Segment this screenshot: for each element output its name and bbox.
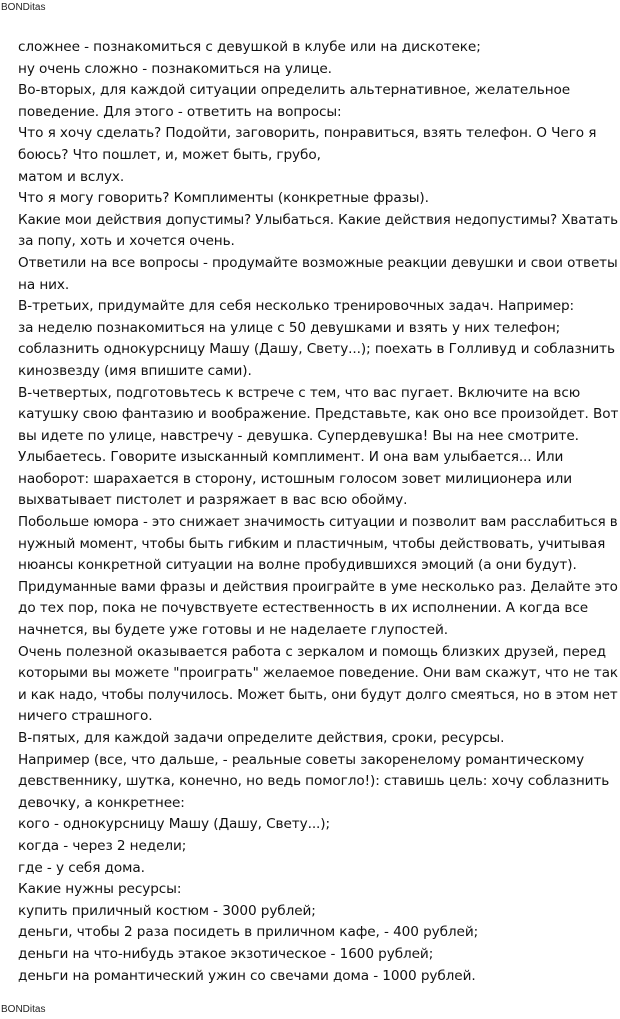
text-line: купить приличный костюм - 3000 рублей; [18,902,316,919]
text-line: наоборот: шарахается в сторону, истошным голосом зовет милиционера или [18,470,573,487]
text-line: деньги на что-нибудь этакое экзотическое - 1600 рублей; [18,945,434,962]
text-line: девственнику, шутка, конечно, но ведь помогло!): ставишь цель: хочу соблазнить [18,773,610,790]
text-line: В-третьих, придумайте для себя несколько тренировочных задач. Например: [18,298,575,315]
text-line: В-пятых, для каждой задачи определите действия, сроки, ресурсы. [18,730,505,746]
text-line: до тех пор, пока не почувствуете естественность в их исполнении. А когда все [18,600,589,617]
text-line: Какие мои действия допустимы? Улыбаться. Какие действия недопустимы? Хватать [18,211,618,228]
text-line: боюсь? Что пошлет, и, может быть, грубо, [18,146,321,163]
document-body [18,37,620,987]
text-line: кого - однокурсницу Машу (Дашу, Свету...); [18,816,331,833]
text-line: сложнее - познакомиться с девушкой в клубе или на дискотеке; [18,39,481,55]
text-line: Какие нужны ресурсы: [18,881,182,898]
text-line: Ответили на все вопросы - продумайте возможные реакции девушки и свои ответы [18,254,618,271]
text-line: Что я хочу сделать? Подойти, заговорить, понравиться, взять телефон. О Чего я [18,125,597,142]
text-line: выхватывает пистолет и разряжает в вас всю обойму. [18,492,408,509]
text-line: начнется, вы будете уже готовы и не наделаете глупостей. [18,622,448,639]
text-line: Побольше юмора - это снижает значимость ситуации и позволит вам расслабиться в [18,514,618,531]
text-line: Придуманные вами фразы и действия проиграйте в уме несколько раз. Делайте это [18,578,618,595]
text-line: Улыбаетесь. Говорите изысканный комплимент. И она вам улыбается... Или [18,449,564,466]
text-line: ну очень сложно - познакомиться на улице. [18,60,332,77]
text-line: Например (все, что дальше, - реальные советы закоренелому романтическому [18,751,585,768]
text-line: В-четвертых, подготовьтесь к встрече с тем, что вас пугает. Включите на всю [18,384,581,401]
text-line: которыми вы можете "проиграть" желаемое поведение. Они вам скажут, что не так [18,665,618,682]
page-header-label: BONDitas [1,2,46,13]
text-line: Во-вторых, для каждой ситуации определить альтернативное, желательное [18,82,571,99]
text-line: деньги на романтический ужин со свечами дома - 1000 рублей. [18,967,476,984]
text-line: ничего страшного. [18,708,153,725]
text-line: где - у себя дома. [18,859,145,876]
text-line: за неделю познакомиться на улице с 50 девушками и взять у них телефон; [18,319,561,336]
text-line: поведение. Для этого - ответить на вопросы: [18,103,342,120]
text-line: за попу, хоть и хочется очень. [18,233,235,250]
text-line: вы идете по улице, навстречу - девушка. Супердевушка! Вы на нее смотрите. [18,427,579,444]
text-line: на них. [18,276,70,293]
text-line: нужный момент, чтобы быть гибким и пластичным, чтобы действовать, учитывая [18,535,606,552]
text-line: матом и вслух. [18,168,125,185]
text-line: соблазнить однокурсницу Машу (Дашу, Свету...); поехать в Голливуд и соблазнить [18,341,615,358]
text-line: Что я могу говорить? Комплименты (конкретные фразы). [18,190,429,207]
text-line: нюансы конкретной ситуации на волне пробудившихся эмоций (а они будут). [18,557,577,574]
text-line: и как надо, чтобы получилось. Может быть, они будут долго смеяться, но в этом нет [18,686,618,703]
page-footer-label: BONDitas [1,1004,46,1015]
text-line: девочку, а конкретнее: [18,794,185,811]
text-line: деньги, чтобы 2 раза посидеть в приличном кафе, - 400 рублей; [18,924,479,941]
text-line: Очень полезной оказывается работа с зеркалом и помощь близких друзей, перед [18,643,606,660]
text-line: когда - через 2 недели; [18,837,187,854]
text-line: катушку свою фантазию и воображение. Представьте, как оно все произойдет. Вот [18,406,619,423]
text-line: кинозвезду (имя впишите сами). [18,362,252,379]
